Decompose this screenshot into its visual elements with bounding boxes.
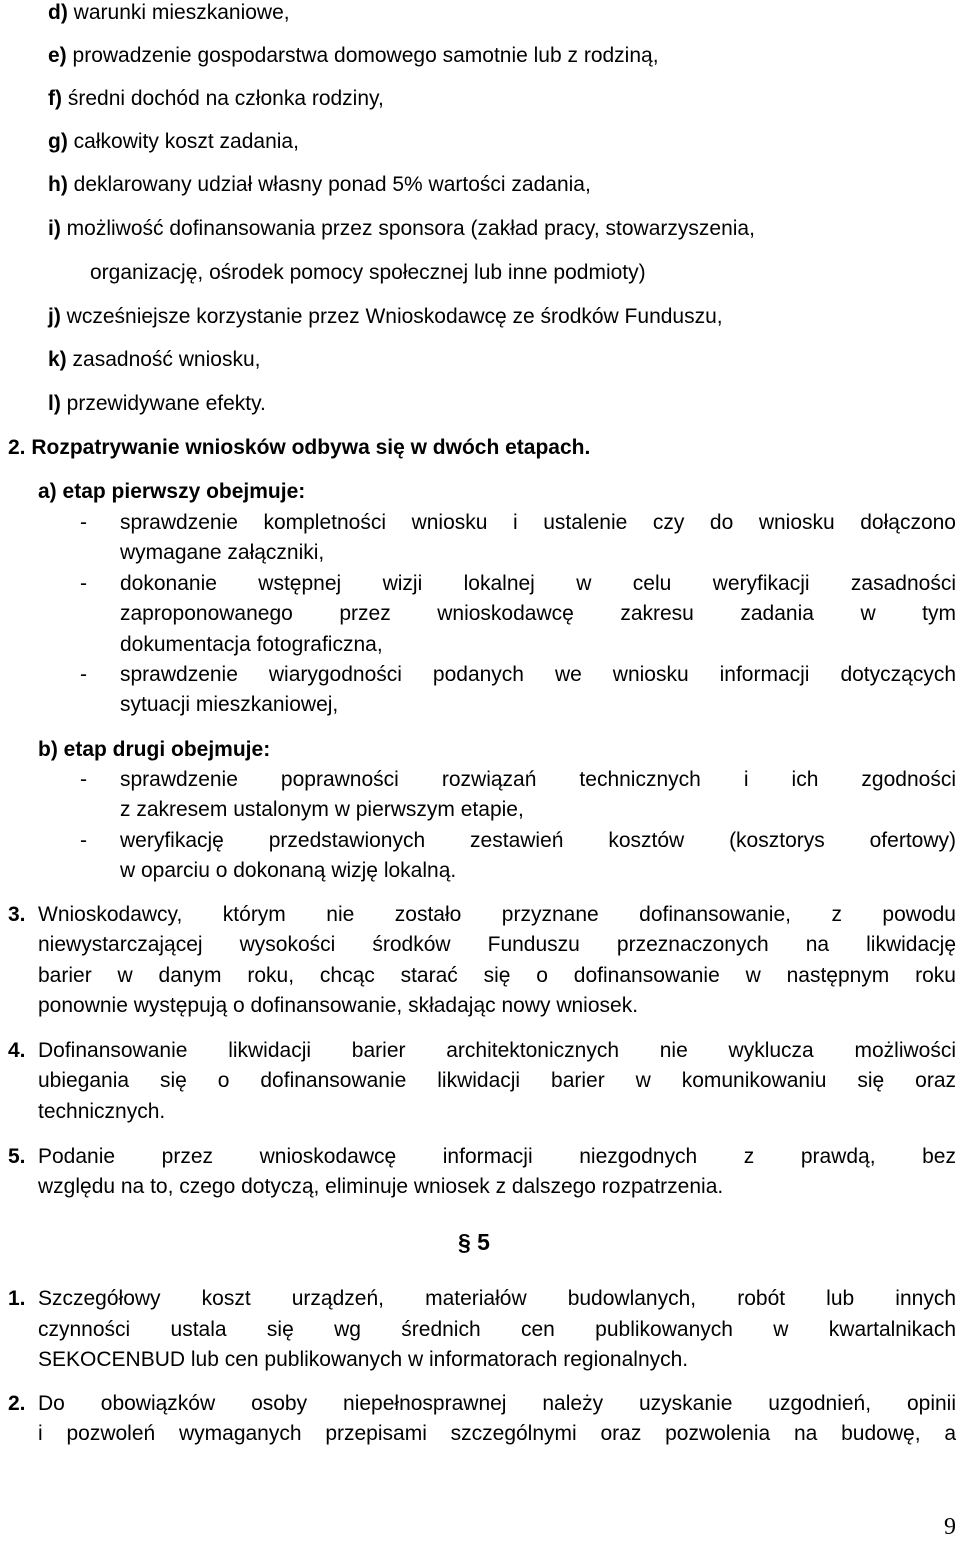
list-item: g) całkowity koszt zadania, [48,130,299,153]
stage-b-heading: b) etap drugi obejmuje: [38,738,271,761]
list-item: l) przewidywane efekty. [48,392,266,415]
section-paragraph-1-number: 1. [8,1287,26,1310]
paragraph-3-number: 3. [8,903,26,926]
list-item: k) zasadność wniosku, [48,348,261,371]
list-item: i) możliwość dofinansowania przez sponsora (zakład pracy, stowarzyszenia, [48,217,755,240]
stage-a-item-2-line: zaproponowanego przez wnioskodawcę zakresu zadania w tym [120,602,956,625]
stage-a-item-3-line: sytuacji mieszkaniowej, [120,693,339,716]
stage-a-item-1-line: sprawdzenie kompletności wniosku i ustalenie czy do wniosku dołączono [120,511,956,534]
paragraph-2-heading: 2. Rozpatrywanie wniosków odbywa się w dwóch etapach. [8,436,591,459]
stage-a-item-2-line: dokonanie wstępnej wizji lokalnej w celu weryfikacji zasadności [120,572,956,595]
section-heading: § 5 [458,1229,490,1255]
bullet-dash: - [80,768,87,791]
list-item: j) wcześniejsze korzystanie przez Wnioskodawcę ze środków Funduszu, [48,305,723,328]
list-item: h) deklarowany udział własny ponad 5% wartości zadania, [48,173,591,196]
bullet-dash: - [80,511,87,534]
paragraph-4-line: technicznych. [38,1100,166,1123]
stage-a-heading: a) etap pierwszy obejmuje: [38,480,306,503]
stage-a-item-3-line: sprawdzenie wiarygodności podanych we wniosku informacji dotyczących [120,663,956,686]
paragraph-3-line: niewystarczającej wysokości środków Funduszu przeznaczonych na likwidację [38,933,956,956]
section-paragraph-1-line: SEKOCENBUD lub cen publikowanych w informatorach regionalnych. [38,1348,689,1371]
section-paragraph-2-line: Do obowiązków osoby niepełnosprawnej należy uzyskanie uzgodnień, opinii [38,1392,956,1415]
section-paragraph-2-line: i pozwoleń wymaganych przepisami szczególnymi oraz pozwolenia na budowę, a [38,1422,956,1445]
stage-b-item-1-line: sprawdzenie poprawności rozwiązań technicznych i ich zgodności [120,768,956,791]
paragraph-4-number: 4. [8,1039,26,1062]
list-item: d) warunki mieszkaniowe, [48,1,290,24]
paragraph-3-line: ponownie występują o dofinansowanie, składając nowy wniosek. [38,994,639,1017]
list-item-continuation: organizację, ośrodek pomocy społecznej lub inne podmioty) [90,261,646,284]
paragraph-5-line: względu na to, czego dotyczą, eliminuje wniosek z dalszego rozpatrzenia. [38,1175,724,1198]
paragraph-3-line: Wnioskodawcy, którym nie zostało przyznane dofinansowanie, z powodu [38,903,956,926]
bullet-dash: - [80,663,87,686]
paragraph-4-line: Dofinansowanie likwidacji barier architektonicznych nie wyklucza możliwości [38,1039,956,1062]
stage-a-item-2-line: dokumentacja fotograficzna, [120,633,383,656]
stage-b-item-1-line: z zakresem ustalonym w pierwszym etapie, [120,798,524,821]
page-number: 9 [944,1514,956,1540]
paragraph-4-line: ubiegania się o dofinansowanie likwidacji barier w komunikowaniu się oraz [38,1069,956,1092]
list-item: f) średni dochód na członka rodziny, [48,87,384,110]
section-paragraph-1-line: czynności ustala się wg średnich cen publikowanych w kwartalnikach [38,1318,956,1341]
section-paragraph-2-number: 2. [8,1392,26,1415]
bullet-dash: - [80,829,87,852]
list-item: e) prowadzenie gospodarstwa domowego samotnie lub z rodziną, [48,44,659,67]
paragraph-5-line: Podanie przez wnioskodawcę informacji niezgodnych z prawdą, bez [38,1145,956,1168]
stage-b-item-2-line: w oparciu o dokonaną wizję lokalną. [120,859,457,882]
bullet-dash: - [80,572,87,595]
stage-a-item-1-line: wymagane załączniki, [120,541,325,564]
paragraph-5-number: 5. [8,1145,26,1168]
section-paragraph-1-line: Szczegółowy koszt urządzeń, materiałów budowlanych, robót lub innych [38,1287,956,1310]
stage-b-item-2-line: weryfikację przedstawionych zestawień kosztów (kosztorys ofertowy) [120,829,956,852]
paragraph-3-line: barier w danym roku, chcąc starać się o dofinansowanie w następnym roku [38,964,956,987]
